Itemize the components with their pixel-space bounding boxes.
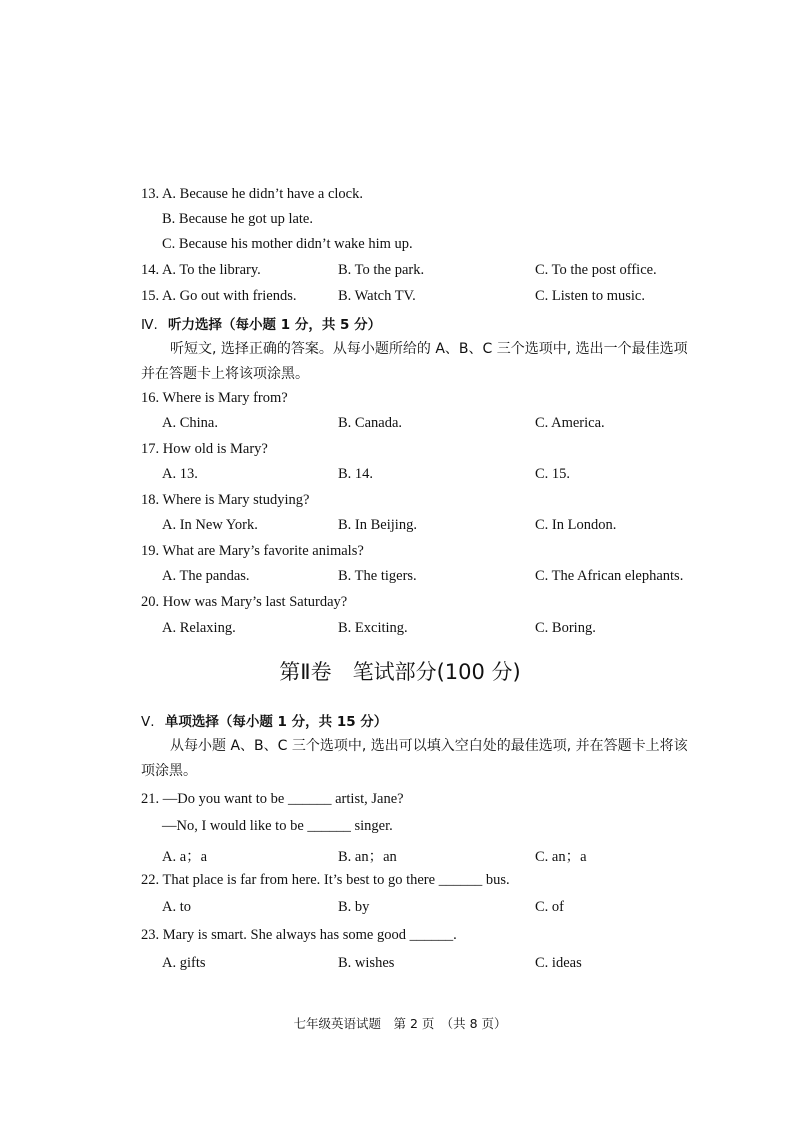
q16-option-a: A. China. xyxy=(162,415,218,431)
q22-option-c: C. of xyxy=(535,899,564,915)
q15-option-b: B. Watch TV. xyxy=(338,288,416,304)
part-2-title: 第Ⅱ卷 笔试部分(100 分) xyxy=(279,660,521,684)
section-4-title: 听力选择（每小题 1 分，共 5 分） xyxy=(168,317,382,333)
q19-option-c: C. The African elephants. xyxy=(535,568,684,584)
q21-option-a: A. a；a xyxy=(162,849,208,865)
section-5-numeral: Ⅴ. xyxy=(141,714,155,730)
q22-option-a: A. to xyxy=(162,899,191,915)
q17-option-b: B. 14. xyxy=(338,466,374,482)
q19-option-b: B. The tigers. xyxy=(338,568,417,584)
q17-stem: 17. How old is Mary? xyxy=(141,441,268,457)
q13-option-a: 13. A. Because he didn’t have a clock. xyxy=(141,186,363,202)
q23-option-a: A. gifts xyxy=(162,955,206,971)
q14-option-c: C. To the post office. xyxy=(535,262,657,278)
q14-option-b: B. To the park. xyxy=(338,262,425,278)
section-4-instruction: 听短文, 选择正确的答案。从每小题所给的 A、B、C 三个选项中, 选出一个最佳选项并在答题卡上将该项涂黑。 xyxy=(141,341,688,382)
q21-option-c: C. an；a xyxy=(535,849,587,865)
q21-stem-line-1: 21. —Do you want to be ______ artist, Jane? xyxy=(141,791,404,807)
q22-stem: 22. That place is far from here. It’s best to go there ______ bus. xyxy=(141,872,510,888)
q18-option-b: B. In Beijing. xyxy=(338,517,417,533)
q22-option-b: B. by xyxy=(338,899,370,915)
q19-option-a: A. The pandas. xyxy=(162,568,250,584)
q17-option-a: A. 13. xyxy=(162,466,198,482)
q20-option-c: C. Boring. xyxy=(535,620,596,636)
q18-stem: 18. Where is Mary studying? xyxy=(141,492,310,508)
page-footer: 七年级英语试题 第 2 页 （共 8 页） xyxy=(293,1016,507,1031)
q16-option-c: C. America. xyxy=(535,415,605,431)
section-4-heading xyxy=(141,313,381,333)
q23-stem: 23. Mary is smart. She always has some good ______. xyxy=(141,927,457,943)
section-4-numeral: Ⅳ. xyxy=(141,317,158,333)
q20-option-b: B. Exciting. xyxy=(338,620,408,636)
q14-option-a: 14. A. To the library. xyxy=(141,262,261,278)
q18-option-c: C. In London. xyxy=(535,517,617,533)
q15-option-a: 15. A. Go out with friends. xyxy=(141,288,297,304)
q20-option-a: A. Relaxing. xyxy=(162,620,236,636)
q15-option-c: C. Listen to music. xyxy=(535,288,645,304)
q13-option-b: B. Because he got up late. xyxy=(162,211,313,227)
q13-option-c: C. Because his mother didn’t wake him up. xyxy=(162,236,413,252)
section-5-instruction: 从每小题 A、B、C 三个选项中, 选出可以填入空白处的最佳选项, 并在答题卡上将该项涂黑。 xyxy=(141,738,688,779)
section-5-title: 单项选择（每小题 1 分，共 15 分） xyxy=(164,714,388,730)
q17-option-c: C. 15. xyxy=(535,466,571,482)
q18-option-a: A. In New York. xyxy=(162,517,258,533)
q21-option-b: B. an；an xyxy=(338,849,397,865)
q20-stem: 20. How was Mary’s last Saturday? xyxy=(141,594,348,610)
q19-stem: 19. What are Mary’s favorite animals? xyxy=(141,543,364,559)
q23-option-c: C. ideas xyxy=(535,955,582,971)
section-5-heading xyxy=(141,710,387,730)
q16-stem: 16. Where is Mary from? xyxy=(141,390,288,406)
q16-option-b: B. Canada. xyxy=(338,415,403,431)
q23-option-b: B. wishes xyxy=(338,955,395,971)
q21-stem-line-2: —No, I would like to be ______ singer. xyxy=(162,818,393,834)
